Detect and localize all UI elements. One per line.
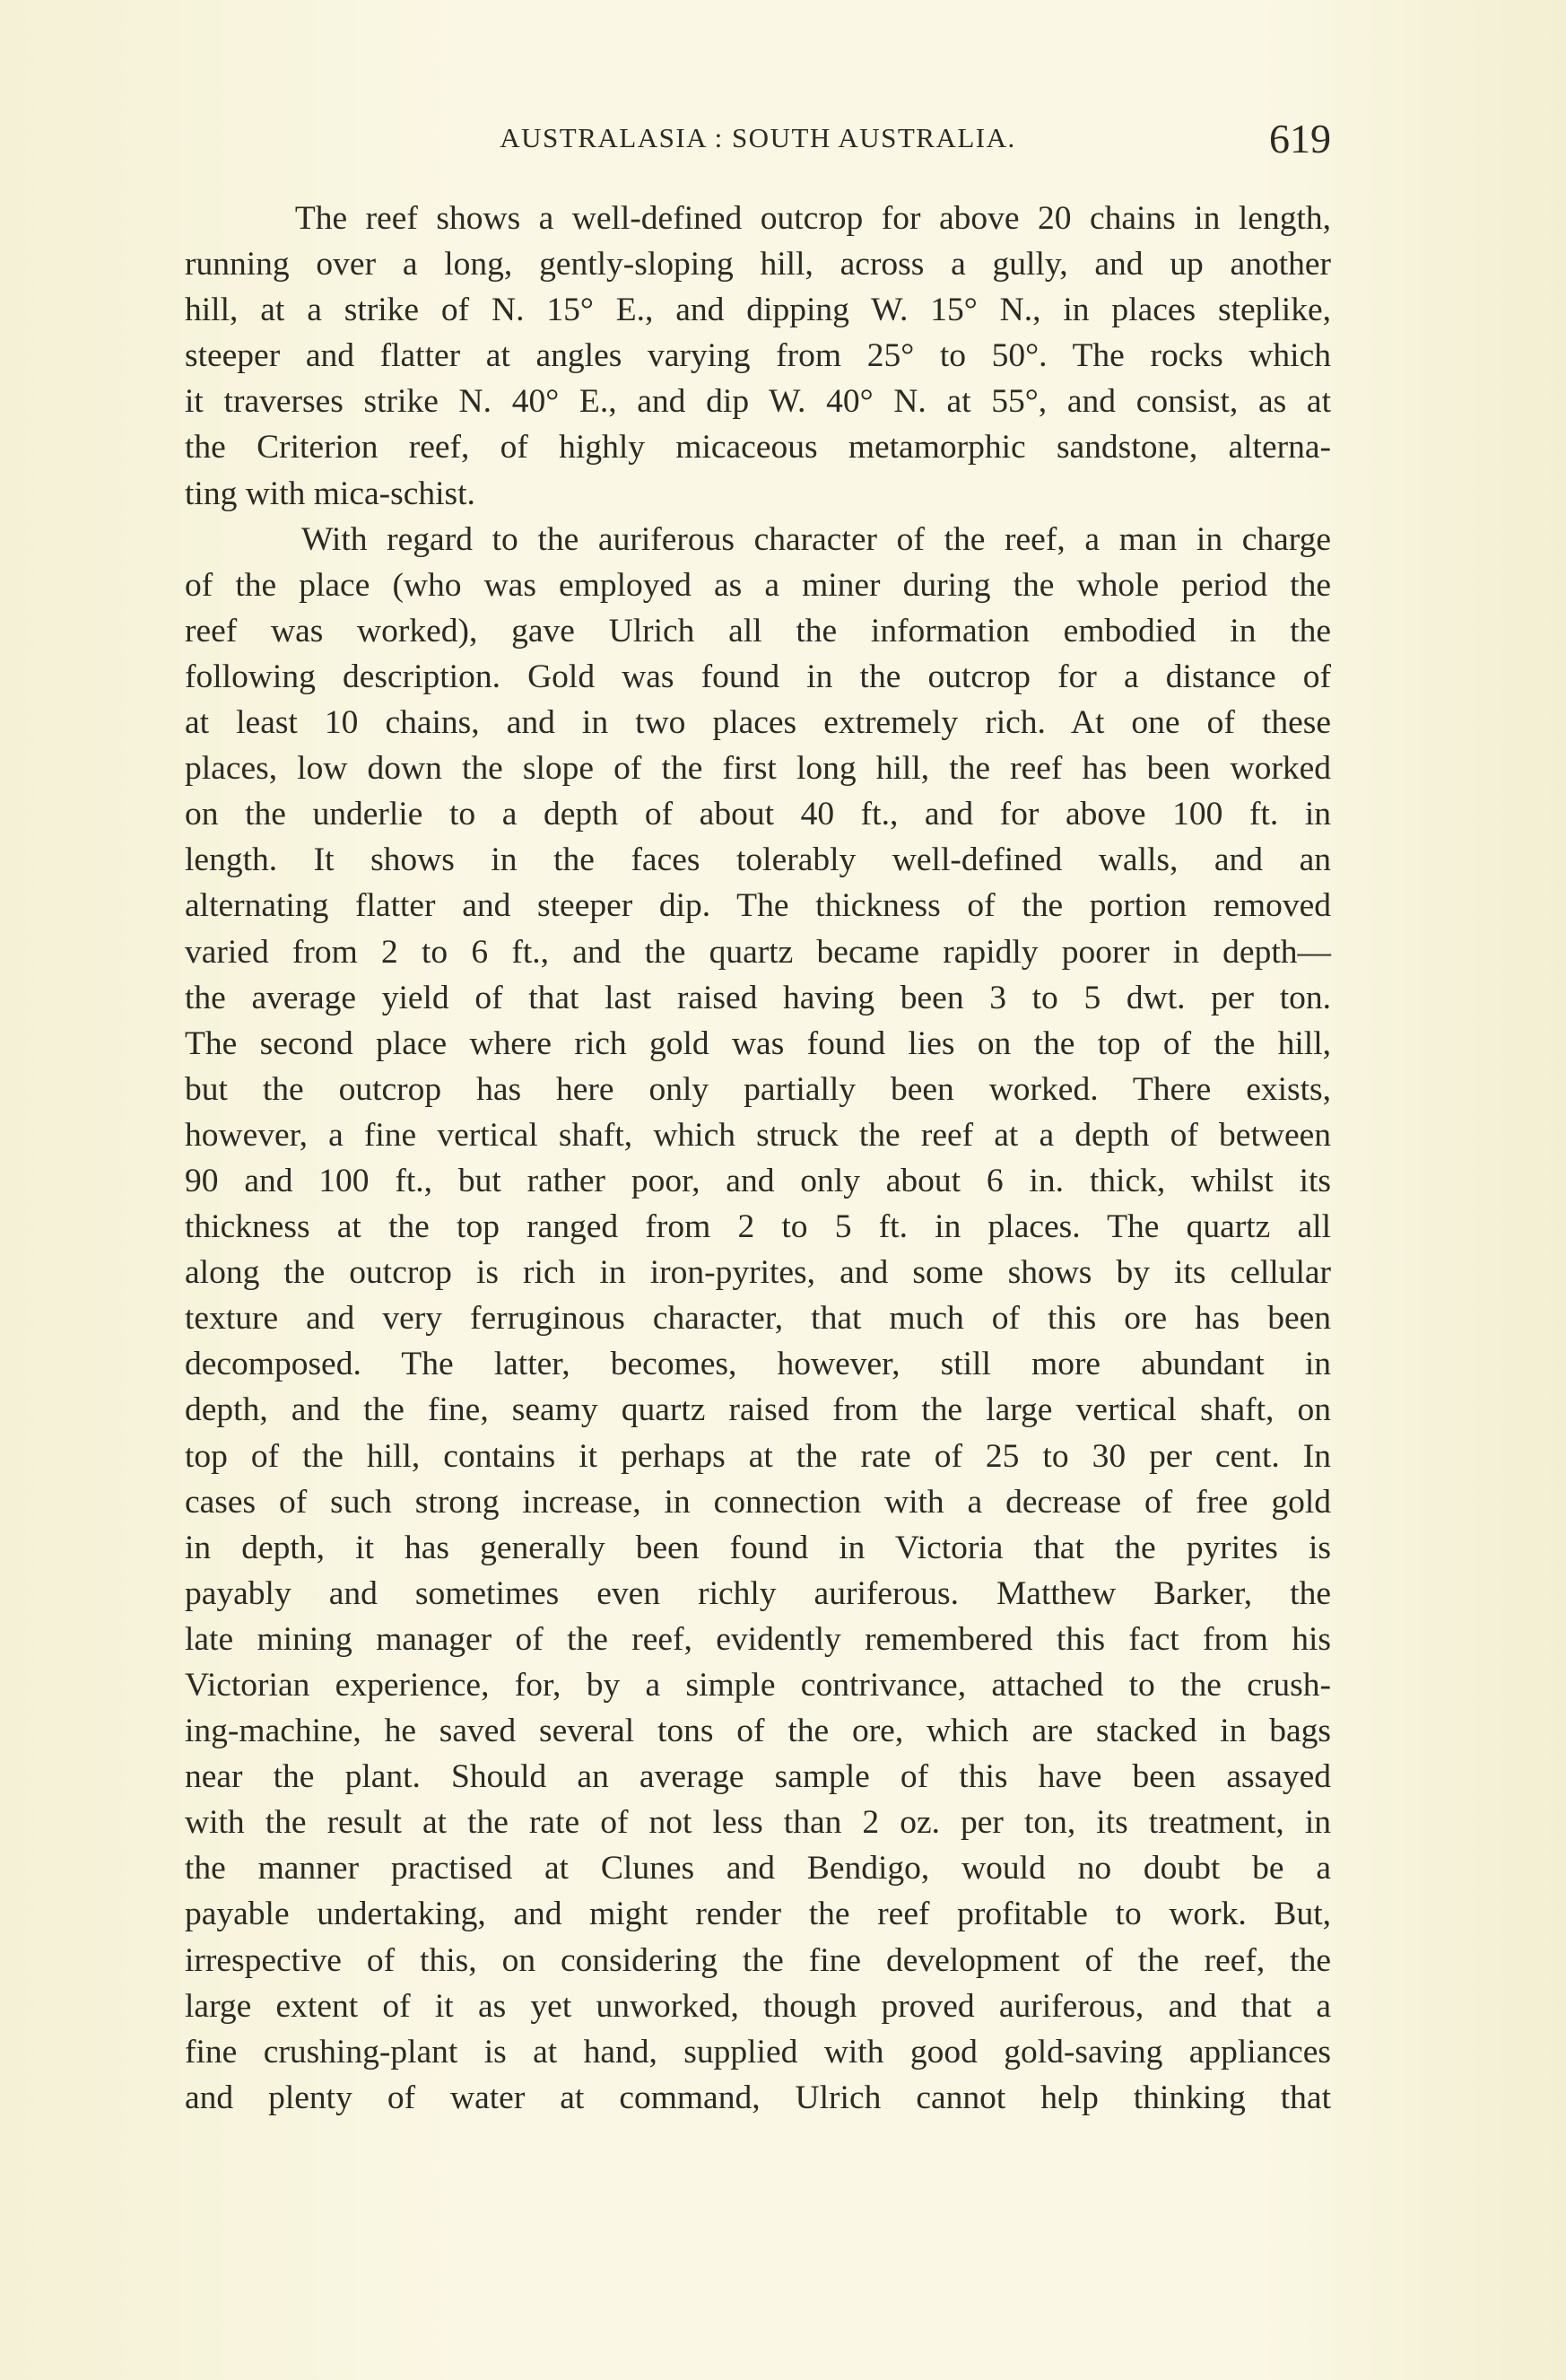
text-line: following description. Gold was found in the outcrop for a distance of (185, 658, 1331, 695)
text-line: cases of such strong increase, in connection with a decrease of free gold (185, 1483, 1331, 1521)
text-line: thickness at the top ranged from 2 to 5 ft. in places. The quartz all (185, 1208, 1331, 1246)
text-line: on the underlie to a depth of about 40 ft., and for above 100 ft. in (185, 796, 1331, 833)
text-line: the manner practised at Clunes and Bendigo, would no doubt be a (185, 1850, 1331, 1887)
page-number: 619 (1269, 116, 1331, 161)
text-line: irrespective of this, on considering the fine development of the reef, the (185, 1941, 1331, 1979)
text-line: ting with mica-schist. (185, 475, 475, 512)
body-text (185, 196, 1331, 2121)
text-line: payable undertaking, and might render the reef profitable to work. But, (185, 1896, 1331, 1933)
text-line: length. It shows in the faces tolerably well-defined walls, and an (185, 841, 1331, 879)
text-line: The second place where rich gold was found lies on the top of the hill, (185, 1024, 1331, 1062)
text-line: with the result at the rate of not less than 2 oz. per ton, its treatment, in (185, 1804, 1331, 1842)
text-line: late mining manager of the reef, evidently remembered this fact from his (185, 1620, 1331, 1658)
text-line: fine crushing-plant is at hand, supplied with good gold-saving appliances (185, 2033, 1331, 2071)
text-line: alternating flatter and steeper dip. The thickness of the portion removed (185, 887, 1331, 925)
text-line: hill, at a strike of N. 15° E., and dipping W. 15° N., in places steplike, (185, 292, 1331, 329)
text-line: near the plant. Should an average sample of this have been assayed (185, 1758, 1331, 1796)
text-line: Victorian experience, for, by a simple contrivance, attached to the crush- (185, 1667, 1331, 1704)
running-head-title: AUSTRALASIA : SOUTH AUSTRALIA. (500, 122, 1016, 153)
text-line: steeper and flatter at angles varying from 25° to 50°. The rocks which (185, 337, 1331, 375)
text-line: running over a long, gently-sloping hill, across a gully, and up another (185, 246, 1331, 283)
paragraph-1 (185, 196, 1331, 517)
text-line: the Criterion reef, of highly micaceous metamorphic sandstone, alterna- (185, 429, 1331, 466)
text-line: ing-machine, he saved several tons of the ore, which are stacked in bags (185, 1713, 1331, 1750)
text-line: however, a fine vertical shaft, which struck the reef at a depth of between (185, 1116, 1331, 1154)
text-line: With regard to the auriferous character of the reef, a man in charge (185, 520, 1331, 558)
text-line: payably and sometimes even richly auriferous. Matthew Barker, the (185, 1574, 1331, 1612)
text-line: varied from 2 to 6 ft., and the quartz became rapidly poorer in depth— (185, 933, 1331, 971)
text-line: decomposed. The latter, becomes, however, still more abundant in (185, 1346, 1331, 1383)
text-line: the average yield of that last raised having been 3 to 5 dwt. per ton. (185, 979, 1331, 1016)
text-line: The reef shows a well-defined outcrop for above 20 chains in length, (185, 200, 1331, 237)
running-head (185, 115, 1331, 160)
text-line: depth, and the fine, seamy quartz raised from the large vertical shaft, on (185, 1391, 1331, 1429)
text-line: along the outcrop is rich in iron-pyrites, and some shows by its cellular (185, 1254, 1331, 1292)
text-line: but the outcrop has here only partially been worked. There exists, (185, 1070, 1331, 1108)
paragraph-2 (185, 517, 1331, 2121)
text-line: 90 and 100 ft., but rather poor, and only about 6 in. thick, whilst its (185, 1162, 1331, 1199)
text-line: in depth, it has generally been found in Victoria that the pyrites is (185, 1529, 1331, 1566)
text-line: places, low down the slope of the first long hill, the reef has been worked (185, 750, 1331, 788)
text-line: large extent of it as yet unworked, though proved auriferous, and that a (185, 1987, 1331, 2025)
text-line: of the place (who was employed as a miner during the whole period the (185, 566, 1331, 604)
text-line: top of the hill, contains it perhaps at the rate of 25 to 30 per cent. In (185, 1437, 1331, 1475)
text-line: reef was worked), gave Ulrich all the information embodied in the (185, 612, 1331, 649)
text-line: it traverses strike N. 40° E., and dip W. 40° N. at 55°, and consist, as at (185, 383, 1331, 421)
text-line: at least 10 chains, and in two places extremely rich. At one of these (185, 704, 1331, 742)
text-line: and plenty of water at command, Ulrich cannot help thinking that (185, 2079, 1331, 2116)
text-line: texture and very ferruginous character, that much of this ore has been (185, 1300, 1331, 1338)
